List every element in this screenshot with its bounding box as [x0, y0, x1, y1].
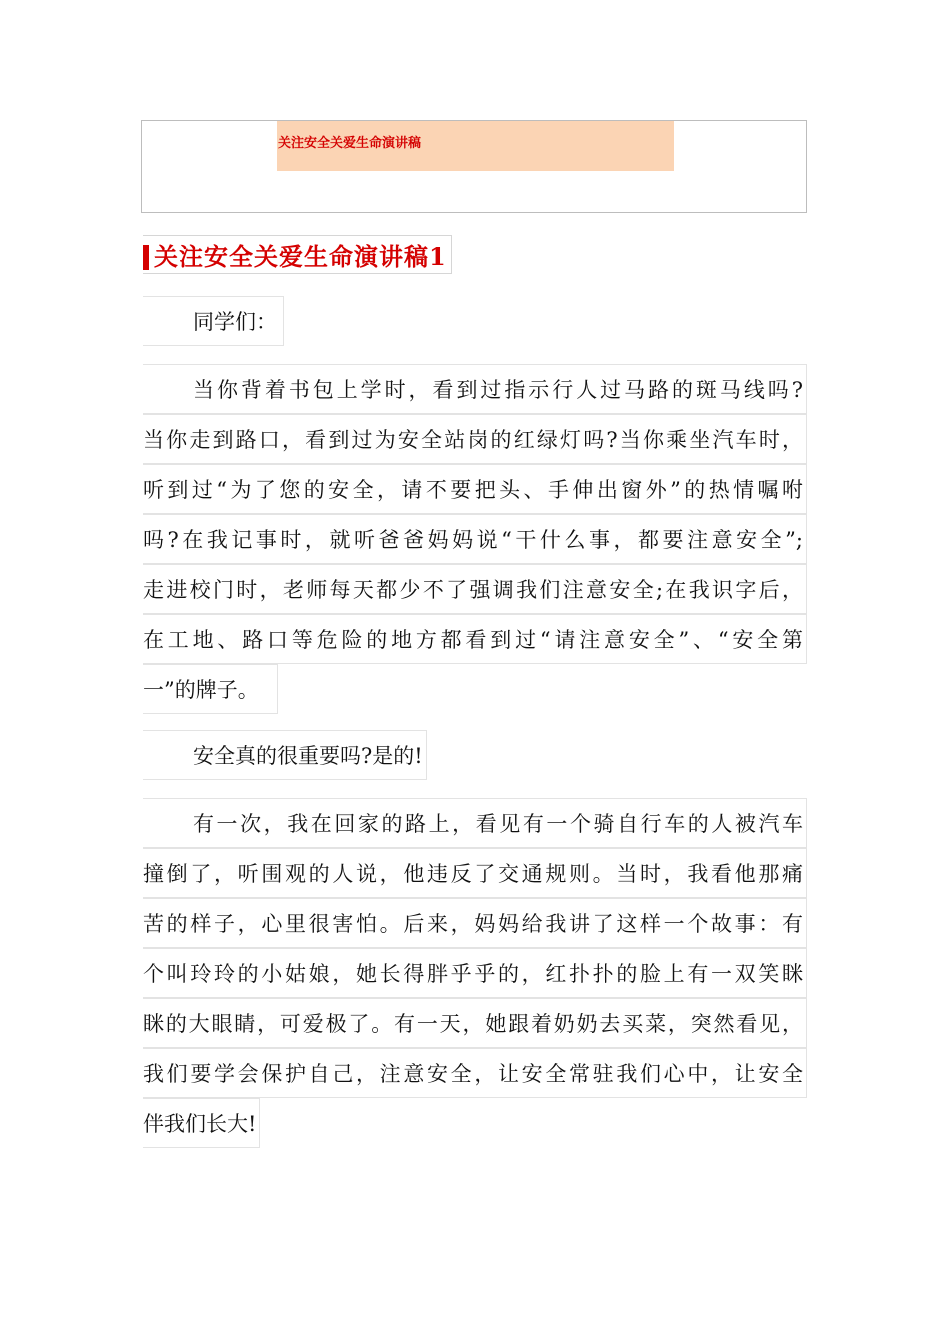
header-frame	[141, 120, 807, 213]
paragraph-question	[143, 730, 813, 780]
title-marker	[143, 245, 149, 270]
text-line: 在工地、路口等危险的地方都看到过“请注意安全”、“安全第	[143, 614, 807, 664]
text-line: 当你走到路口，看到过为安全站岗的红绿灯吗?当你乘坐汽车时，	[143, 414, 807, 464]
text-line: 个叫玲玲的小姑娘，她长得胖乎乎的，红扑扑的脸上有一双笑眯	[143, 948, 807, 998]
title-text: 关注安全关爱生命演讲稿1	[154, 242, 447, 271]
text-line: 同学们：	[143, 296, 284, 346]
text-line: 有一次，我在回家的路上，看见有一个骑自行车的人被汽车	[143, 798, 807, 848]
text-line: 走进校门时，老师每天都少不了强调我们注意安全;在我识字后，	[143, 564, 807, 614]
header-text: 关注安全关爱生命演讲稿	[278, 136, 422, 151]
header-band	[277, 121, 674, 171]
text-line: 一”的牌子。	[143, 664, 278, 714]
text-line: 安全真的很重要吗?是的!	[143, 730, 427, 780]
text-line: 苦的样子，心里很害怕。后来，妈妈给我讲了这样一个故事：有	[143, 898, 807, 948]
text-line: 当你背着书包上学时，看到过指示行人过马路的斑马线吗?	[143, 364, 807, 414]
text-line: 伴我们长大!	[143, 1098, 260, 1148]
paragraph-story	[143, 798, 813, 1148]
paragraph-salutation	[143, 296, 813, 346]
text-line: 眯的大眼睛，可爱极了。有一天，她跟着奶奶去买菜，突然看见，	[143, 998, 807, 1048]
document-title	[143, 235, 452, 274]
text-line: 吗?在我记事时，就听爸爸妈妈说“干什么事，都要注意安全”;	[143, 514, 807, 564]
text-line: 撞倒了，听围观的人说，他违反了交通规则。当时，我看他那痛	[143, 848, 807, 898]
text-line: 听到过“为了您的安全，请不要把头、手伸出窗外”的热情嘱咐	[143, 464, 807, 514]
text-line: 我们要学会保护自己，注意安全，让安全常驻我们心中，让安全	[143, 1048, 807, 1098]
paragraph-crosswalk	[143, 364, 813, 714]
